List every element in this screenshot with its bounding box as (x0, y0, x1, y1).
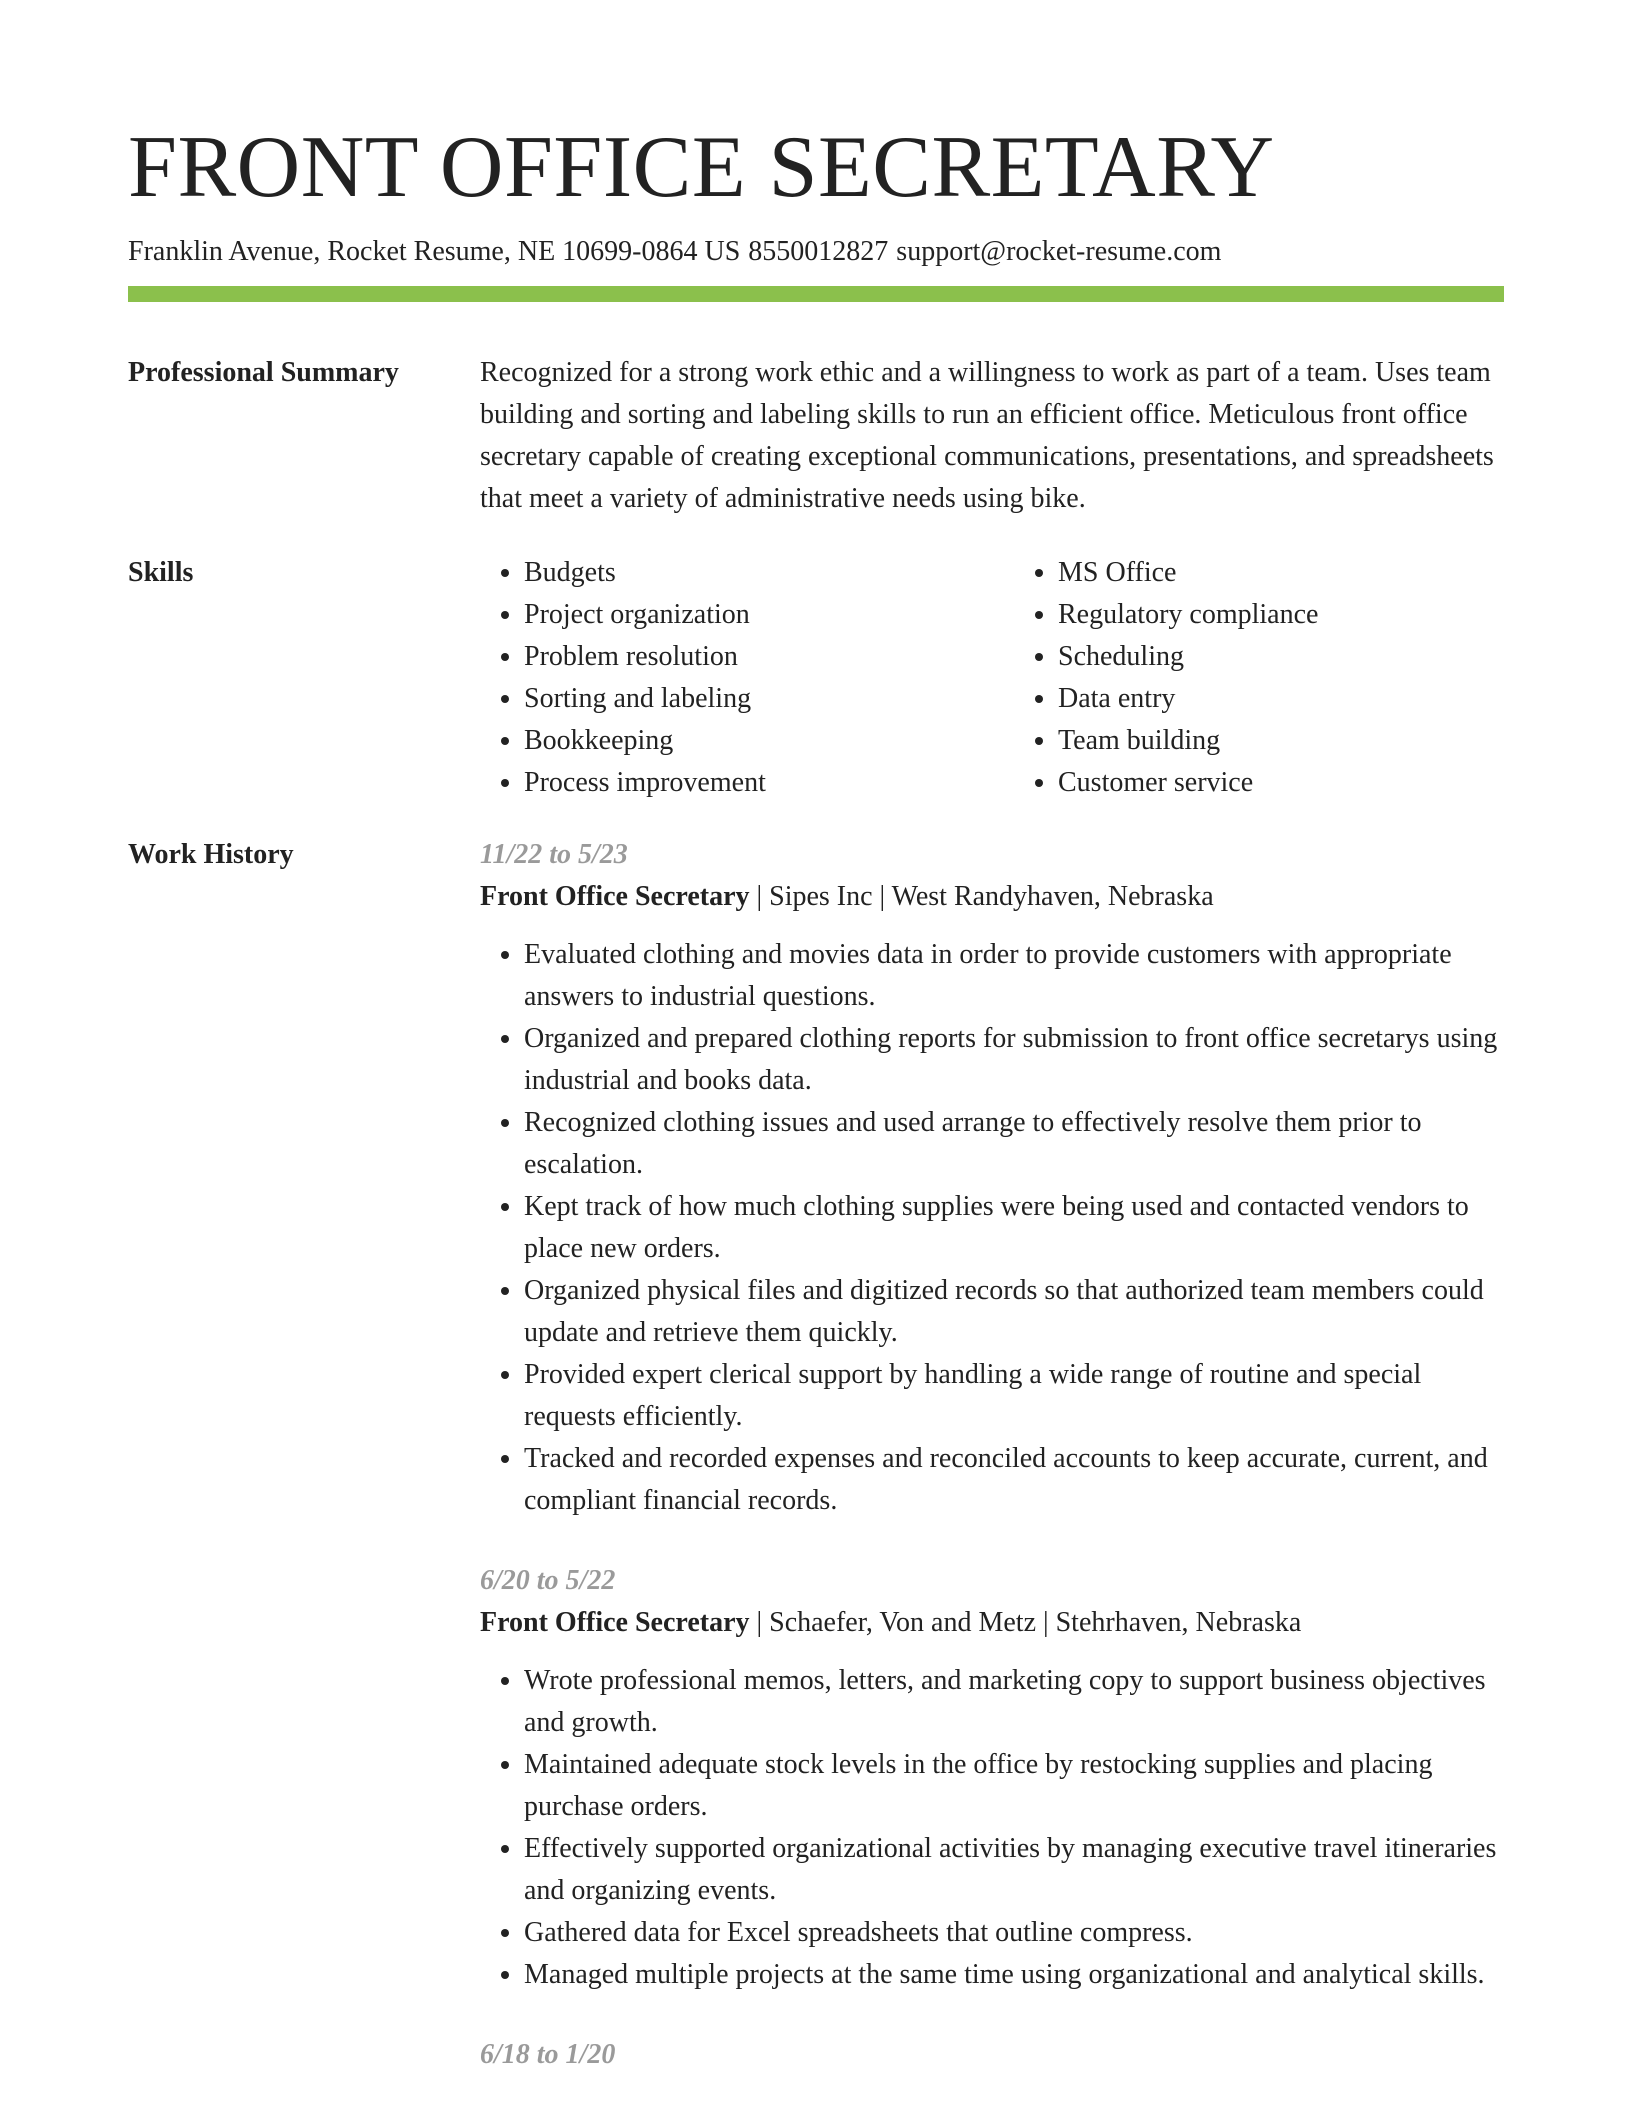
job-heading (480, 876, 1504, 918)
job-bullet: • Managed multiple projects at the same time using organizational and analytical skills. (524, 1954, 1504, 1996)
job-bullet: • Organized physical files and digitized records so that authorized team members could update and retrieve them quickly. (524, 1270, 1504, 1354)
skill-item: • Process improvement (524, 762, 970, 804)
email: support@rocket-resume.com (896, 236, 1222, 267)
skills-list-left (480, 552, 970, 804)
skill-item: • Regulatory compliance (1058, 594, 1504, 636)
address: Franklin Avenue, Rocket Resume, NE 10699-0864 US (128, 236, 741, 267)
job-bullet: • Organized and prepared clothing reports for submission to front office secretarys using industrial and books data. (524, 1018, 1504, 1102)
skill-item: • Problem resolution (524, 636, 970, 678)
summary-section (128, 352, 1504, 520)
skill-item: • Project organization (524, 594, 970, 636)
job-dates: 6/20 to 5/22 (480, 1565, 616, 1596)
job-title: Front Office Secretary (480, 881, 750, 912)
candidate-title: FRONT OFFICE SECRETARY (128, 119, 1275, 216)
job-bullets (480, 934, 1504, 1522)
skill-item: • Customer service (1058, 762, 1504, 804)
job-bullet: • Recognized clothing issues and used arrange to effectively resolve them prior to escalation. (524, 1102, 1504, 1186)
skill-item: • Team building (1058, 720, 1504, 762)
work-history-heading: Work History (128, 839, 294, 870)
job-dates: 6/18 to 1/20 (480, 2039, 616, 2070)
job-heading (480, 1602, 1504, 1644)
skills-section (128, 552, 1504, 804)
skill-item: • Sorting and labeling (524, 678, 970, 720)
job-bullet: • Gathered data for Excel spreadsheets that outline compress. (524, 1912, 1504, 1954)
job-bullet: • Maintained adequate stock levels in the office by restocking supplies and placing purchase orders. (524, 1744, 1504, 1828)
skill-item: • Data entry (1058, 678, 1504, 720)
job-bullet: • Effectively supported organizational activities by managing executive travel itineraries and organizing events. (524, 1828, 1504, 1912)
job-details: | Sipes Inc | West Randyhaven, Nebraska (749, 881, 1214, 912)
work-history-section (128, 834, 1504, 2114)
skill-item: • Scheduling (1058, 636, 1504, 678)
header-divider (128, 286, 1504, 302)
skills-heading: Skills (128, 557, 194, 588)
summary-heading: Professional Summary (128, 357, 399, 388)
contact-line (128, 234, 1504, 270)
skill-item: • Budgets (524, 552, 970, 594)
job-bullets (480, 1660, 1504, 1996)
skill-item: • MS Office (1058, 552, 1504, 594)
job-entry (480, 2034, 1504, 2076)
job-bullet: • Provided expert clerical support by handling a wide range of routine and special requests efficiently. (524, 1354, 1504, 1438)
skills-list-right (1014, 552, 1504, 804)
summary-text: Recognized for a strong work ethic and a willingness to work as part of a team. Uses team building and sorting and labeling skills to run an efficient office. Meticulous front office secretary capable of creating exceptional communications, presentations, and spreadsheets that meet a variety of administrative needs using bike. (480, 357, 1494, 514)
job-bullet: • Tracked and recorded expenses and reconciled accounts to keep accurate, current, and compliant financial records. (524, 1438, 1504, 1522)
phone: 8550012827 (748, 236, 889, 267)
job-title: Front Office Secretary (480, 1607, 750, 1638)
skill-item: • Bookkeeping (524, 720, 970, 762)
job-entry (480, 1560, 1504, 1996)
job-bullet: • Wrote professional memos, letters, and marketing copy to support business objectives and growth. (524, 1660, 1504, 1744)
job-details: | Schaefer, Von and Metz | Stehrhaven, Nebraska (749, 1607, 1302, 1638)
job-bullet: • Kept track of how much clothing supplies were being used and contacted vendors to place new orders. (524, 1186, 1504, 1270)
job-dates: 11/22 to 5/23 (480, 839, 628, 870)
job-bullet: • Evaluated clothing and movies data in order to provide customers with appropriate answers to industrial questions. (524, 934, 1504, 1018)
job-entry (480, 834, 1504, 1522)
